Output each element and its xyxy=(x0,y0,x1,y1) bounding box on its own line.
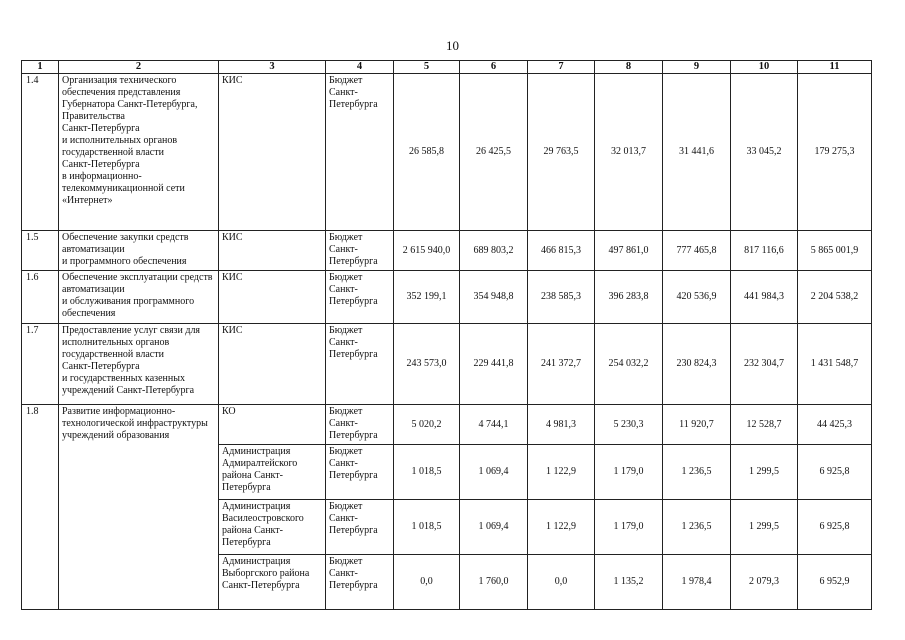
value-cell: 689 803,2 xyxy=(460,231,528,271)
value-cell: 243 573,0 xyxy=(394,324,460,405)
value-cell: 6 925,8 xyxy=(798,500,872,555)
row-index: 1.6 xyxy=(22,271,59,324)
program-name: Обеспечение закупки средств автоматизации и программного обеспечения xyxy=(59,231,219,271)
value-cell: 1 179,0 xyxy=(595,500,663,555)
col-header: 1 xyxy=(22,61,59,74)
funding-source: Бюджет Санкт-Петербурга xyxy=(326,445,394,500)
value-cell: 1 018,5 xyxy=(394,500,460,555)
table-row xyxy=(22,74,872,231)
value-cell: 1 122,9 xyxy=(528,445,595,500)
program-name: Развитие информационно-технологической инфраструктуры учреждений образования xyxy=(59,405,219,610)
value-cell: 5 865 001,9 xyxy=(798,231,872,271)
value-cell: 230 824,3 xyxy=(663,324,731,405)
value-cell: 1 135,2 xyxy=(595,555,663,610)
value-cell: 179 275,3 xyxy=(798,74,872,231)
value-cell: 2 615 940,0 xyxy=(394,231,460,271)
executor: Администрация Василеостровского района Санкт-Петербурга xyxy=(219,500,326,555)
row-index: 1.4 xyxy=(22,74,59,231)
header-row xyxy=(22,61,872,74)
value-cell: 254 032,2 xyxy=(595,324,663,405)
budget-table xyxy=(21,60,872,610)
table-row xyxy=(22,231,872,271)
executor: Администрация Адмиралтейского района Санкт-Петербурга xyxy=(219,445,326,500)
value-cell: 6 952,9 xyxy=(798,555,872,610)
value-cell: 11 920,7 xyxy=(663,405,731,445)
value-cell: 1 179,0 xyxy=(595,445,663,500)
value-cell: 1 760,0 xyxy=(460,555,528,610)
program-name: Организация технического обеспечения представления Губернатора Санкт-Петербурга, Правительства Санкт-Петербурга и исполнительных органов государственной власти Санкт-Петербурга в информационно-телекоммуникационной сети «Интернет» xyxy=(59,74,219,231)
page-number: 10 xyxy=(446,38,459,53)
value-cell: 238 585,3 xyxy=(528,271,595,324)
value-cell: 354 948,8 xyxy=(460,271,528,324)
value-cell: 1 236,5 xyxy=(663,500,731,555)
value-cell: 497 861,0 xyxy=(595,231,663,271)
col-header: 7 xyxy=(528,61,595,74)
value-cell: 2 204 538,2 xyxy=(798,271,872,324)
executor: КИС xyxy=(219,271,326,324)
value-cell: 5 020,2 xyxy=(394,405,460,445)
col-header: 8 xyxy=(595,61,663,74)
funding-source: Бюджет Санкт-Петербурга xyxy=(326,231,394,271)
col-header: 10 xyxy=(731,61,798,74)
value-cell: 1 299,5 xyxy=(731,445,798,500)
row-index: 1.7 xyxy=(22,324,59,405)
value-cell: 4 744,1 xyxy=(460,405,528,445)
value-cell: 1 978,4 xyxy=(663,555,731,610)
value-cell: 466 815,3 xyxy=(528,231,595,271)
program-name: Предоставление услуг связи для исполнительных органов государственной власти Санкт-Петербурга и государственных казенных учреждений Санкт-Петербурга xyxy=(59,324,219,405)
value-cell: 44 425,3 xyxy=(798,405,872,445)
col-header: 6 xyxy=(460,61,528,74)
value-cell: 0,0 xyxy=(528,555,595,610)
value-cell: 817 116,6 xyxy=(731,231,798,271)
value-cell: 241 372,7 xyxy=(528,324,595,405)
funding-source: Бюджет Санкт-Петербурга xyxy=(326,405,394,445)
value-cell: 441 984,3 xyxy=(731,271,798,324)
value-cell: 1 018,5 xyxy=(394,445,460,500)
funding-source: Бюджет Санкт-Петербурга xyxy=(326,555,394,610)
value-cell: 232 304,7 xyxy=(731,324,798,405)
funding-source: Бюджет Санкт-Петербурга xyxy=(326,324,394,405)
value-cell: 420 536,9 xyxy=(663,271,731,324)
col-header: 5 xyxy=(394,61,460,74)
value-cell: 6 925,8 xyxy=(798,445,872,500)
row-index: 1.8 xyxy=(22,405,59,610)
value-cell: 396 283,8 xyxy=(595,271,663,324)
executor: КИС xyxy=(219,324,326,405)
col-header: 4 xyxy=(326,61,394,74)
value-cell: 0,0 xyxy=(394,555,460,610)
value-cell: 2 079,3 xyxy=(731,555,798,610)
program-name: Обеспечение эксплуатации средств автоматизации и обслуживания программного обеспечения xyxy=(59,271,219,324)
table-row xyxy=(22,271,872,324)
value-cell: 26 425,5 xyxy=(460,74,528,231)
value-cell: 1 069,4 xyxy=(460,500,528,555)
value-cell: 1 431 548,7 xyxy=(798,324,872,405)
executor: Администрация Выборгского района Санкт-Петербурга xyxy=(219,555,326,610)
col-header: 11 xyxy=(798,61,872,74)
value-cell: 1 299,5 xyxy=(731,500,798,555)
funding-source: Бюджет Санкт-Петербурга xyxy=(326,500,394,555)
executor: КО xyxy=(219,405,326,445)
value-cell: 12 528,7 xyxy=(731,405,798,445)
value-cell: 33 045,2 xyxy=(731,74,798,231)
value-cell: 5 230,3 xyxy=(595,405,663,445)
row-index: 1.5 xyxy=(22,231,59,271)
col-header: 9 xyxy=(663,61,731,74)
value-cell: 1 236,5 xyxy=(663,445,731,500)
value-cell: 1 122,9 xyxy=(528,500,595,555)
value-cell: 32 013,7 xyxy=(595,74,663,231)
table-row xyxy=(22,324,872,405)
value-cell: 26 585,8 xyxy=(394,74,460,231)
funding-source: Бюджет Санкт-Петербурга xyxy=(326,74,394,231)
funding-source: Бюджет Санкт-Петербурга xyxy=(326,271,394,324)
value-cell: 1 069,4 xyxy=(460,445,528,500)
value-cell: 229 441,8 xyxy=(460,324,528,405)
executor: КИС xyxy=(219,74,326,231)
table-row xyxy=(22,405,872,445)
executor: КИС xyxy=(219,231,326,271)
value-cell: 31 441,6 xyxy=(663,74,731,231)
value-cell: 4 981,3 xyxy=(528,405,595,445)
col-header: 2 xyxy=(59,61,219,74)
value-cell: 29 763,5 xyxy=(528,74,595,231)
col-header: 3 xyxy=(219,61,326,74)
value-cell: 352 199,1 xyxy=(394,271,460,324)
value-cell: 777 465,8 xyxy=(663,231,731,271)
